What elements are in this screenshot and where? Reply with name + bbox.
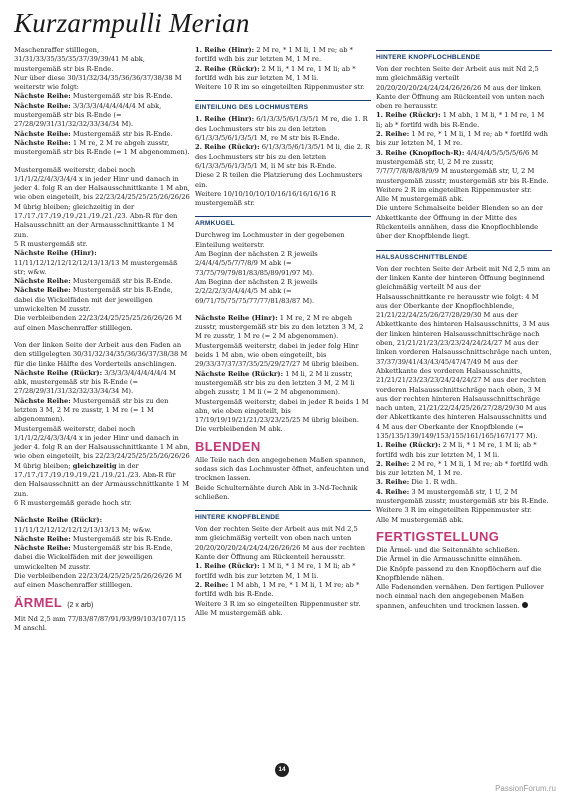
row-label: 1. Reihe (Hinr): — [195, 115, 255, 124]
row-text: 4/4/4/4/5/5/5/5/6/6 M mustergemäß str, U, 2 M re zusstr, 7/7/7/7/8/8/8/8/9/9 M mustergemäß str, U, 2 M mustergemäß zusstr, mustergemäß str bis R-Ende. — [376, 148, 549, 185]
row-text: 1 M abh, 1 M li, * 1 M re, 1 M li; ab * fortlfd wdh bis R-Ende. — [376, 111, 545, 129]
row-text: 2 M li, * 1 M re, 1 M li; ab * fortlfd wdh bis zur letzten M, 1 M li. — [195, 64, 356, 82]
instruction-row — [195, 65, 371, 84]
row-label: Nächste Reihe (Hinr): — [14, 249, 97, 258]
instruction-row — [376, 149, 552, 186]
paragraph-text: Mustergemäß weiterstr, dabei noch 1/1/1/2/2/4/3/3/4/4 x in jeder Hinr und danach in jeder 4. folg R an der Halsausschnittkante 1 M abn, wie oben eingeteilt, bis 22/23/24/25/25/25/26/26/26 M übrig bleiben; — [14, 424, 190, 470]
row-text: 11/11/12/12/12/12/12/13/13/13 M mustergemäß str; w&w. — [14, 258, 178, 276]
paragraph: Weitere 10/10/10/10/10/16/16/16/16/16 R mustergemäß str. — [195, 189, 336, 208]
row-label: Nächste Reihe: — [14, 92, 71, 101]
row-text: 3 M mustergemäß str, 1 U, 2 M mustergemäß zusstr, mustergemäß str bis R-Ende. — [376, 487, 549, 506]
row-label: Nächste Reihe: — [14, 534, 71, 543]
instruction-row — [14, 139, 190, 158]
section-heading-fertigstellung — [376, 529, 552, 544]
row-text: 11/11/12/12/12/12/12/13/13/13 M; w&w. — [14, 525, 152, 534]
row-text: 1 M re, 2 M re abgeh zusstr, mustergemäß str bis R-Ende (= 1 M abgenommen). — [14, 138, 190, 157]
paragraph: Alle M mustergemäß abk. — [376, 515, 464, 524]
row-label: 1. Reihe (Rückr): — [376, 111, 441, 120]
row-text: 1 M li, 2 M li zusstr, mustergemäß str bis zu den letzten 3 M, 2 M li abgeh zusstr, 1 M li (= 2 M abgenommen). — [195, 369, 355, 397]
paragraph: Mit Nd 2,5 mm 77/83/87/87/91/93/99/103/107/115 M anschl. — [14, 614, 186, 632]
row-text: Mustergemäß str bis R-Ende. — [70, 277, 173, 286]
row-text: 1 M abh, 1 M re, * 1 M li, 1 M re; ab * fortlfd wdh bis R-Ende. — [195, 580, 360, 599]
instruction-row — [195, 46, 371, 65]
instruction-row — [14, 277, 190, 286]
instruction-row — [195, 314, 371, 342]
row-label: 3. Reihe: — [376, 478, 410, 487]
section-heading-armkugel: ARMKUGEL — [195, 216, 371, 229]
row-label: 2. Reihe: — [376, 130, 410, 139]
paragraph: Die verbleibenden 22/23/24/25/25/25/26/26/26 M auf einen Maschenraffer stilllegen. — [14, 572, 182, 590]
instruction-row — [14, 544, 190, 572]
paragraph: Die Ärmel in die Armausschnitte einnähen. — [376, 555, 523, 564]
paragraph: Am Beginn der nächsten 2 R jeweils 2/2/2/2/3/3/4/4/4/5 M abk (= 69/71/75/75/75/77/77/81/83/87 M). — [195, 277, 318, 305]
paragraph: Von der linken Seite der Arbeit aus den Faden an den stillgelegten 30/31/32/34/35/36/36/37/38/38 M für die linke Hälfte des Vorderteils anschlingen. — [14, 340, 188, 368]
paragraph: Die Ärmel- und die Seitennähte schließen. — [376, 545, 520, 554]
instruction-row — [14, 535, 190, 544]
paragraph: Von der rechten Seite der Arbeit aus mit Nd 2,5 mm gleichmäßig verteilt 20/20/20/20/24/24/24/26/26/26 M aus der linken Kante der Öffnung am Rückenteil von unten nach oben re herausstr. — [376, 65, 545, 111]
instruction-row — [195, 370, 371, 398]
row-text: 2 M li, * 1 M re, 1 M li; ab * fortlfd wdh bis zur letzten M, 1 M li. — [376, 441, 537, 459]
row-text: Mustergemäß str bis R-Ende. — [70, 92, 173, 101]
row-label: 2. Reihe (Rückr): — [195, 64, 260, 73]
paragraph: Von der rechten Seite der Arbeit mit Nd 2,5 mm an der linken Kante der hinteren Öffnung beginnend gleichmäßig verteilt M aus der Halsausschnittkante re herausstr wie folgt: 4 M aus der Oberkante der Knopflochblende, 21/21/22/24/25/26/27/28/29/30 M aus der Abkettkante des hinteren Halsausschnitts, 3 M aus der linken hinteren Halsausschnittschräge nach oben, 21/21/21/23/23/23/24/24/24/27 M aus der linken vorderen Halsausschnittschräge nach unten, 37/37/39/41/43/43/45/47/47/49 M aus der Abkettkante des vorderen Halsausschnitts, 21/21/21/23/23/23/24/24/24/27 M aus der rechten vorderen Halsausschnittschräge nach oben, 3 M aus der rechten hinteren Halsausschnittschräge nach unten, 21/21/22/24/25/26/27/28/29/30 M aus der Abkettkante des hinteren Halsausschnitts und 4 M aus der Oberkante der Knopfblende (= 135/135/139/149/153/155/161/165/167/177 M). — [376, 264, 552, 440]
row-text: Mustergemäß str bis R-Ende. — [70, 534, 173, 543]
row-text: 3/3/3/3/4/4/4/4/4/4 M abk, mustergemäß str bis R-Ende (= 27/28/29/31/31/32/32/33/34/34 M). — [14, 368, 176, 396]
instruction-row — [376, 460, 552, 479]
column-1 — [14, 46, 190, 633]
row-text: 2 M re, * 1 M li, 1 M re; ab * fortlfd wdh bis zur letzten M, 1 M re. — [376, 459, 548, 478]
row-label: Nächste Reihe (Rückr): — [14, 368, 103, 377]
instruction-row — [14, 249, 190, 277]
section-heading-halsausschnittblende: HALSAUSSCHNITTBLENDE — [376, 250, 552, 263]
instruction-row — [14, 92, 190, 101]
row-label: 1. Reihe (Rückr): — [195, 562, 260, 571]
instruction-row — [14, 130, 190, 139]
row-label: Nächste Reihe (Hinr): — [195, 313, 278, 322]
row-text: 1 M re, 2 M re abgeh zusstr, mustergemäß str bis zu den letzten 3 M, 2 M re zusstr, 1 M re (= 2 M abgenommen). — [195, 313, 364, 341]
row-label: 3. Reihe (Knopfloch-R): — [376, 148, 465, 157]
instruction-row — [14, 102, 190, 130]
row-label: Nächste Reihe: — [14, 129, 71, 138]
row-text: Mustergemäß str bis R-Ende, dabei die Wickelfäden mit der jeweiligen umwickelten M zusstr. — [14, 286, 173, 314]
section-heading-blenden — [195, 439, 371, 454]
instruction-row — [376, 478, 552, 487]
paragraph: Alle M mustergemäß abk. — [195, 608, 283, 617]
paragraph: Durchweg im Lochmuster in der gegebenen Einteilung weiterstr. — [195, 231, 345, 249]
row-label: Nächste Reihe: — [14, 101, 71, 110]
row-text: Die 1. R wdh. — [409, 478, 458, 487]
watermark: PassionForum.ru — [495, 784, 556, 793]
paragraph: Maschenraffer stilllegen, 31/31/33/35/35/35/37/39/39/41 M abk, mustergemäß str bis R-Ende. — [14, 46, 145, 73]
paragraph: Nur über diese 30/31/32/34/35/36/36/37/38/38 M weiterstr wie folgt: — [14, 73, 182, 92]
paragraph: Weitere 2 R im eingeteilten Rippenmuster str. — [376, 185, 532, 194]
row-label: Nächste Reihe: — [14, 544, 71, 553]
heading-text: FERTIGSTELLUNG — [376, 528, 500, 544]
paragraph: Die Knöpfe passend zu den Knopflöchern auf die Knopfblende nähen. — [376, 564, 542, 582]
instruction-row — [195, 143, 371, 171]
row-text: 2 M re, * 1 M li, 1 M re; ab * fortlfd wdh bis zur letzten M, 1 M re. — [195, 46, 354, 64]
row-label: 2. Reihe: — [376, 459, 410, 468]
heading-text: BLENDEN — [195, 438, 261, 454]
paragraph: Weitere 10 R im so eingeteilten Rippenmuster str. — [195, 83, 365, 92]
paragraph: Von der rechten Seite der Arbeit aus mit Nd 2,5 mm gleichmäßig verteilt von oben nach unten 20/20/20/20/24/24/24/26/26/26 M aus der rechten Kante der Öffnung am Rückenteil herausstr. — [195, 525, 366, 562]
paragraph: Alle Teile nach den angegebenen Maßen spannen, sodass sich das Lochmuster öffnet, anfeuchten und trocknen lassen. — [195, 455, 369, 483]
paragraph: Am Beginn der nächsten 2 R jeweils 2/4/4/4/5/5/7/7/8/9 M abk (= 73/75/79/79/81/83/85/89/91/97 M). — [195, 250, 318, 277]
instruction-row — [376, 488, 552, 507]
emphasis: gleichzeitig — [72, 461, 117, 470]
row-label: 1. Reihe (Rückr): — [376, 441, 441, 450]
section-heading-lochmuster: EINTEILUNG DES LOCHMUSTERS — [195, 100, 371, 113]
instruction-row — [14, 369, 190, 397]
paragraph: Weitere 3 R im so eingeteilten Rippenmuster str. — [195, 599, 361, 608]
paragraph — [14, 425, 190, 499]
row-text: 1 M re, * 1 M li, 1 M re; ab * fortlfd wdh bis zur letzten M, 1 M re. — [376, 130, 548, 148]
row-label: 1. Reihe (Hinr): — [195, 46, 255, 54]
instruction-row — [376, 441, 552, 460]
row-label: 2. Reihe: — [195, 580, 229, 589]
instruction-row — [195, 562, 371, 581]
paragraph: Diese 2 R teilen die Platzierung des Lochmusters ein. — [195, 171, 363, 189]
paragraph-text: Alle Fadenenden vernähen. Den fertigen Pullover noch einmal nach den angegebenen Maßen spannen, anfeuchten und trocknen lassen. — [376, 583, 544, 610]
heading-subtitle: (2 x arb) — [67, 601, 94, 609]
paragraph — [376, 583, 552, 611]
paragraph: Die verbleibenden 22/23/24/25/25/25/26/26/26 M auf einen Maschenraffer stilllegen. — [14, 314, 182, 332]
row-label: Nächste Reihe: — [14, 138, 71, 147]
instruction-row — [376, 111, 552, 130]
paragraph: Mustergemäß weiterstr, dabei in jeder R beids 1 M abn, wie oben eingeteilt, bis 17/19/19/19/21/21/23/23/25/25 M übrig bleiben. — [195, 397, 369, 425]
instruction-row — [14, 516, 190, 535]
row-text: Mustergemäß str bis R-Ende, dabei die Wickelfäden mit der jeweiligen umwickelten M zusstr. — [14, 544, 173, 571]
row-label: 2. Reihe (Rückr): — [195, 143, 260, 152]
paragraph: Die untere Schmalseite beider Blenden so an der Abkettkante der Öffnung in der Mitte des Rückenteils annähen, dass die Knopflochblende über der Knopfblende liegt. — [376, 204, 543, 241]
row-label: 4. Reihe: — [376, 487, 410, 496]
paragraph: 6 R mustergemäß gerade hoch str. — [14, 498, 132, 507]
row-text: 6/1/3/3/5/6/1/3/5/1 M re, die 1. R des Lochmusters str bis zu den letzten 6/1/3/3/5/6/1/3/5/1 M, re M str bis R-Ende. — [195, 115, 368, 143]
paragraph: Mustergemäß weiterstr, dabei noch 1/1/1/2/2/4/3/3/4/4 x in jeder Hinr und danach in jeder 4. folg R an der Halsausschnittkante 1 M abn, wie oben eingeteilt, bis 22/23/24/25/25/25/26/26/26 M übrig bleiben; gleichzeitig in der 17./17./17./19./19./21./19./21./23. Abn-R für den Halsausschnitt an der Armausschnittkante 1 M zun. — [14, 165, 190, 239]
instruction-row — [376, 130, 552, 149]
paragraph: Die verbleibenden M abk. — [195, 425, 283, 434]
row-text: 3/3/3/3/4/4/4/4/4/4 M abk, mustergemäß str bis R-Ende (= 27/28/29/31/31/32/32/33/34/34 M). — [14, 101, 162, 129]
row-label: Nächste Reihe (Rückr): — [195, 369, 284, 378]
instruction-row — [195, 581, 371, 600]
paragraph-text: in der 17./17./17./19./19./19./21./19./21./23. Abn-R für den Halsausschnitt an der Armausschnittkante 1 M zun. — [14, 461, 189, 498]
page-number: 14 — [275, 763, 289, 777]
column-2 — [195, 46, 371, 618]
row-label: Nächste Reihe: — [14, 396, 71, 405]
end-of-article-icon — [522, 602, 528, 608]
section-heading-hintere-knopfblende: HINTERE KNOPFBLENDE — [195, 510, 371, 523]
row-label: Nächste Reihe: — [14, 286, 71, 295]
instruction-row — [14, 397, 190, 425]
section-heading-aermel — [14, 595, 190, 613]
column-3 — [376, 46, 552, 611]
paragraph: Mustergemäß weiterstr, dabei in jeder folg Hinr beids 1 M abn, wie oben eingeteilt, bis 29/33/37/37/37/35/25/29/27/27 M übrig bleiben. — [195, 341, 359, 369]
row-label: Nächste Reihe (Rückr): — [14, 516, 103, 525]
paragraph: Weitere 3 R im eingeteilten Rippenmuster str. — [376, 506, 532, 515]
heading-text: ÄRMEL — [14, 594, 63, 610]
row-label: Nächste Reihe: — [14, 277, 71, 286]
instruction-row — [14, 286, 190, 314]
page-title: Kurzarmpulli Merian — [14, 8, 250, 38]
row-text: Mustergemäß str bis R-Ende. — [70, 129, 173, 138]
row-text: 6/1/3/3/5/6/1/3/5/1 M li, die 2. R des Lochmusters str bis zu den letzten 6/1/3/3/5/6/1/3/5/1 M, li M str bis R-Ende. — [195, 143, 371, 170]
paragraph: Alle M mustergemäß abk. — [376, 195, 464, 204]
row-text: 1 M li, * 1 M re, 1 M li; ab * fortlfd wdh bis zur letzten M, 1 M li. — [195, 562, 356, 580]
section-heading-hintere-knopflochblende: HINTERE KNOPFLOCHBLENDE — [376, 50, 552, 63]
instruction-row — [195, 115, 371, 143]
paragraph: 5 R mustergemäß str. — [14, 239, 88, 248]
paragraph: Beide Schulternähte durch Abk in 3-Nd-Technik schließen. — [195, 483, 358, 501]
row-text: Mustergemäß str bis zu den letzten 3 M, 2 M re zusstr, 1 M re (= 1 M abgenommen). — [14, 396, 169, 424]
